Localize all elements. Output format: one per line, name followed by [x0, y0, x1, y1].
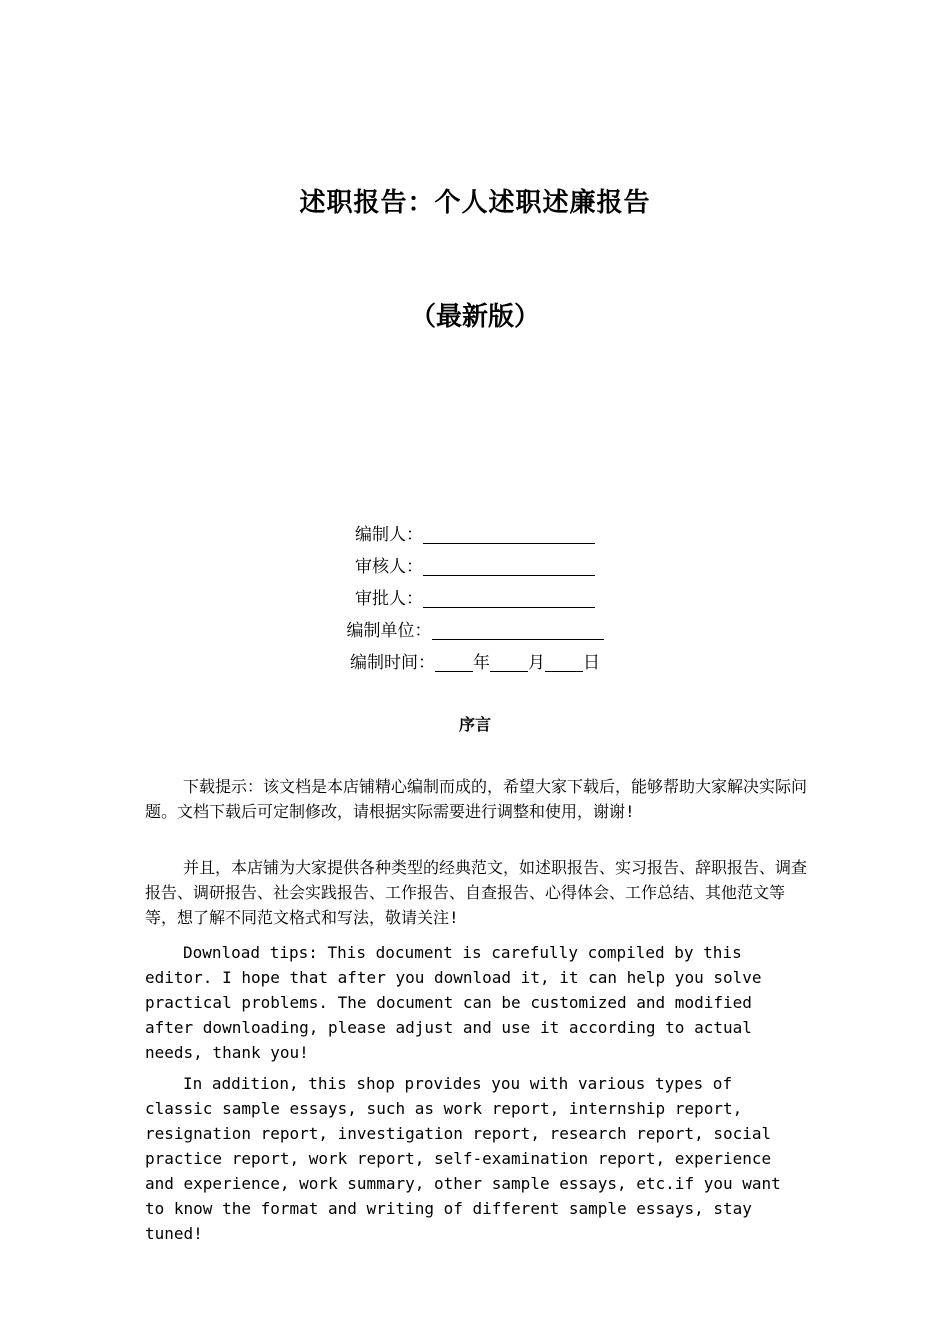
document-title: 述职报告：个人述职述廉报告 [299, 188, 651, 218]
approver-row [0, 580, 950, 612]
month-blank [490, 651, 528, 672]
preface-heading: 序言 [458, 715, 491, 734]
preface-paragraph-3 [145, 940, 807, 1065]
reviewer-label: 审核人： [355, 557, 423, 577]
preface-paragraph-4 [145, 1071, 807, 1246]
paragraph-text: 并且，本店铺为大家提供各种类型的经典范文，如述职报告、实习报告、辞职报告、调查报告、调研报告、社会实践报告、工作报告、自查报告、心得体会、工作总结、其他范文等等，想了解不同范文格式和写法，敬请关注! [145, 858, 808, 927]
day-blank [545, 651, 583, 672]
unit-label: 编制单位： [346, 621, 432, 641]
compiler-row [0, 516, 950, 548]
year-blank [435, 651, 473, 672]
document-subtitle: （最新版） [409, 302, 540, 332]
unit-row [0, 612, 950, 644]
approval-info-block [0, 516, 950, 676]
paragraph-text: In addition, this shop provides you with various types of classic sample essays, such as work report, internship report, resignation report, investigation report, research report, social practice report, work report, self-examination report, experience and experience, work summary, other sample essays, etc.if you want to know the format and writing of different sample essays, stay tuned! [145, 1074, 781, 1243]
time-row [0, 644, 950, 676]
compiler-label: 编制人： [355, 525, 423, 545]
compiler-blank [423, 523, 595, 544]
approver-blank [423, 587, 595, 608]
day-unit: 日 [583, 653, 600, 673]
approver-label: 审批人： [355, 589, 423, 609]
preface-paragraph-1 [145, 774, 807, 824]
reviewer-blank [423, 555, 595, 576]
month-unit: 月 [528, 653, 545, 673]
preface-paragraph-2 [145, 855, 807, 930]
paragraph-text: Download tips: This document is carefully compiled by this editor. I hope that after you download it, it can help you solve practical problems. The document can be customized and modified after downloading, please adjust and use it according to actual needs, thank you! [145, 943, 762, 1062]
paragraph-text: 下载提示：该文档是本店铺精心编制而成的，希望大家下载后，能够帮助大家解决实际问题。文档下载后可定制修改，请根据实际需要进行调整和使用，谢谢! [145, 777, 808, 821]
year-unit: 年 [473, 653, 490, 673]
unit-blank [432, 619, 604, 640]
reviewer-row [0, 548, 950, 580]
time-label: 编制时间： [350, 653, 435, 673]
